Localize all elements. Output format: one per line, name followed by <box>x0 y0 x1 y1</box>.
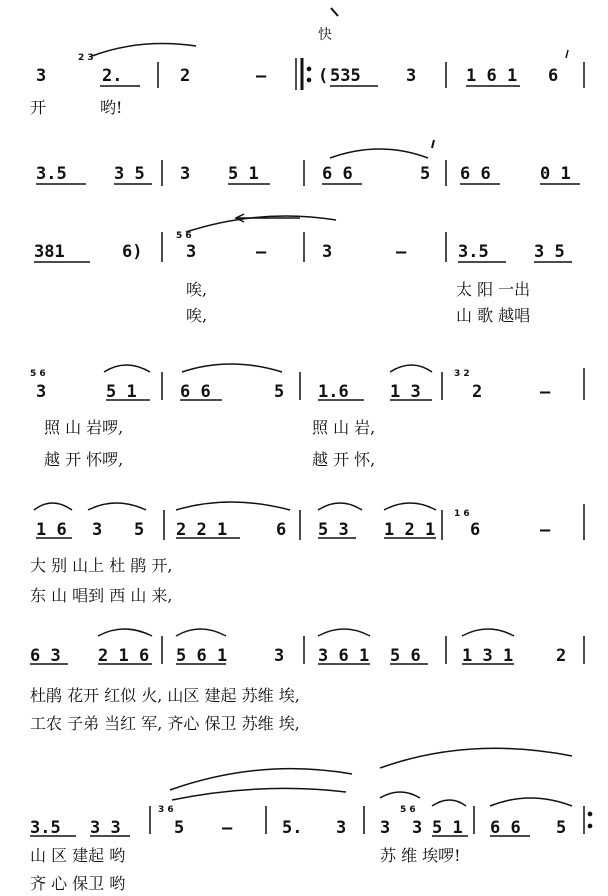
note-group: 3.5 <box>36 164 67 184</box>
note-group: 5 6 1 <box>176 646 228 666</box>
slur <box>318 503 362 510</box>
system-6-lines <box>30 629 584 664</box>
note-group: 3.5 <box>30 818 61 838</box>
slur <box>170 769 352 790</box>
lyric-line: 工农 子弟 当红 军, 齐心 保卫 苏维 埃, <box>30 714 300 733</box>
repeat-dot <box>307 78 310 81</box>
system-4-lines <box>104 364 584 400</box>
note-group: 381 <box>34 242 65 262</box>
note-group: 5 <box>134 520 145 540</box>
repeat-dot <box>588 812 591 815</box>
repeat-dot <box>307 67 310 70</box>
lyric-line: 太 阳 一出 <box>456 280 531 299</box>
note-group: 6 <box>548 66 559 86</box>
note-group: 5 3 <box>318 520 349 540</box>
note-group: 6 <box>276 520 287 540</box>
grace-note: 2 3 <box>78 53 94 63</box>
lyric-line: 山 区 建起 哟 <box>30 846 126 865</box>
ink-mark <box>331 8 338 16</box>
note-group: 3 <box>92 520 103 540</box>
note-group: 6 6 <box>180 382 211 402</box>
note-group: 3 <box>186 242 197 262</box>
system-3-lines <box>34 214 572 262</box>
system-5-lines <box>34 502 584 540</box>
lyric-line: 越 开 怀啰, <box>44 450 124 469</box>
note-group: 3 6 1 <box>318 646 370 666</box>
slur <box>176 629 226 636</box>
slur <box>92 44 196 56</box>
note-group: 1.6 <box>318 382 349 402</box>
note-group: 5. <box>282 818 303 838</box>
note-group: 3.5 <box>458 242 489 262</box>
note-group: 5 <box>174 818 185 838</box>
note-group: — <box>396 242 407 262</box>
system-1-lines <box>92 44 584 90</box>
lyric-line: 杜鹃 花开 红似 火, 山区 建起 苏维 埃, <box>30 686 300 705</box>
note-group: 5 <box>420 164 431 184</box>
slur <box>462 629 514 636</box>
lyric-line: 照 山 岩, <box>312 418 376 437</box>
note-group: — <box>256 242 267 262</box>
note-group: 2 <box>472 382 483 402</box>
slur <box>380 792 420 798</box>
grace-note: 5 6 <box>30 369 46 379</box>
slur <box>384 503 436 510</box>
grace-note: 3 2 <box>454 369 470 379</box>
note-group: — <box>222 818 233 838</box>
lyric-line: 唉, <box>186 306 208 325</box>
note-group: 5 <box>556 818 567 838</box>
grace-note: 5 6 <box>400 805 416 815</box>
note-group: 5 1 <box>432 818 463 838</box>
lyric-line: 东 山 唱到 西 山 来, <box>30 586 173 605</box>
slur <box>172 788 346 800</box>
note-group: 6 <box>470 520 481 540</box>
note-group: 3 <box>274 646 285 666</box>
note-group: 1 2 1 <box>384 520 436 540</box>
slur <box>390 365 432 372</box>
note-group: 3 5 <box>114 164 145 184</box>
lyric-line: 开 <box>30 98 47 117</box>
lyric-line: 唉, <box>186 280 208 299</box>
note-group: 3 <box>336 818 347 838</box>
note-group: 2 1 6 <box>98 646 150 666</box>
note-group: 5 6 <box>390 646 421 666</box>
note-group: 5 <box>274 382 285 402</box>
note-group: 3 <box>322 242 333 262</box>
note-group: 5 1 <box>228 164 259 184</box>
slur <box>330 149 428 158</box>
note-group: 2 2 1 <box>176 520 228 540</box>
lyric-line: 哟! <box>100 98 123 117</box>
note-group: 3 <box>412 818 423 838</box>
note-group: 6 6 <box>490 818 521 838</box>
note-group: 2. <box>102 66 123 86</box>
note-group: — <box>540 382 551 402</box>
slur <box>490 798 572 806</box>
note-group: 3 <box>36 66 47 86</box>
slur <box>182 364 282 372</box>
lyric-line: 齐 心 保卫 哟 <box>30 874 126 893</box>
note-group: 0 1 <box>540 164 571 184</box>
note-group: 3 <box>36 382 47 402</box>
slur <box>104 365 150 372</box>
note-group: 1 6 1 <box>466 66 518 86</box>
note-group: 1 3 1 <box>462 646 514 666</box>
grace-note: 3 6 <box>158 805 174 815</box>
lyric-line: 山 歌 越唱 <box>456 306 531 325</box>
note-group: 535 <box>330 66 361 86</box>
note-group: 3 5 <box>534 242 565 262</box>
repeat-dot <box>588 824 591 827</box>
note-group: — <box>540 520 551 540</box>
note-group: 3 3 <box>90 818 121 838</box>
note-group: 2 <box>180 66 191 86</box>
note-group: 6) <box>122 242 143 262</box>
lyric-line: 照 山 岩啰, <box>44 418 124 437</box>
note-group: 5 1 <box>106 382 137 402</box>
note-group: 1 3 <box>390 382 421 402</box>
slur <box>318 629 370 636</box>
note-group: 1 6 <box>36 520 67 540</box>
tempo-mark: 快 <box>318 27 332 43</box>
grace-note: 1 6 <box>454 509 470 519</box>
system-2-lines <box>36 140 580 186</box>
system-7-lines <box>30 748 592 836</box>
ink-mark <box>566 50 568 58</box>
slur <box>176 502 290 510</box>
lyric-line: 大 别 山上 杜 鹃 开, <box>30 556 173 575</box>
grace-note: 5 6 <box>176 231 192 241</box>
slur <box>34 503 72 510</box>
note-group: 6 6 <box>322 164 353 184</box>
note-group: — <box>256 66 267 86</box>
lyric-line: 苏 维 埃啰! <box>380 846 461 865</box>
note-group: 3 <box>380 818 391 838</box>
slur <box>88 503 146 510</box>
note-group: ( <box>318 66 329 86</box>
note-group: 6 6 <box>460 164 491 184</box>
note-group: 6 3 <box>30 646 61 666</box>
note-group: 3 <box>180 164 191 184</box>
slur <box>380 748 572 768</box>
slur <box>98 629 152 636</box>
ink-mark <box>432 140 434 148</box>
note-group: 3 <box>406 66 417 86</box>
slur <box>432 800 466 806</box>
note-group: 2 <box>556 646 567 666</box>
lyric-line: 越 开 怀, <box>312 450 376 469</box>
